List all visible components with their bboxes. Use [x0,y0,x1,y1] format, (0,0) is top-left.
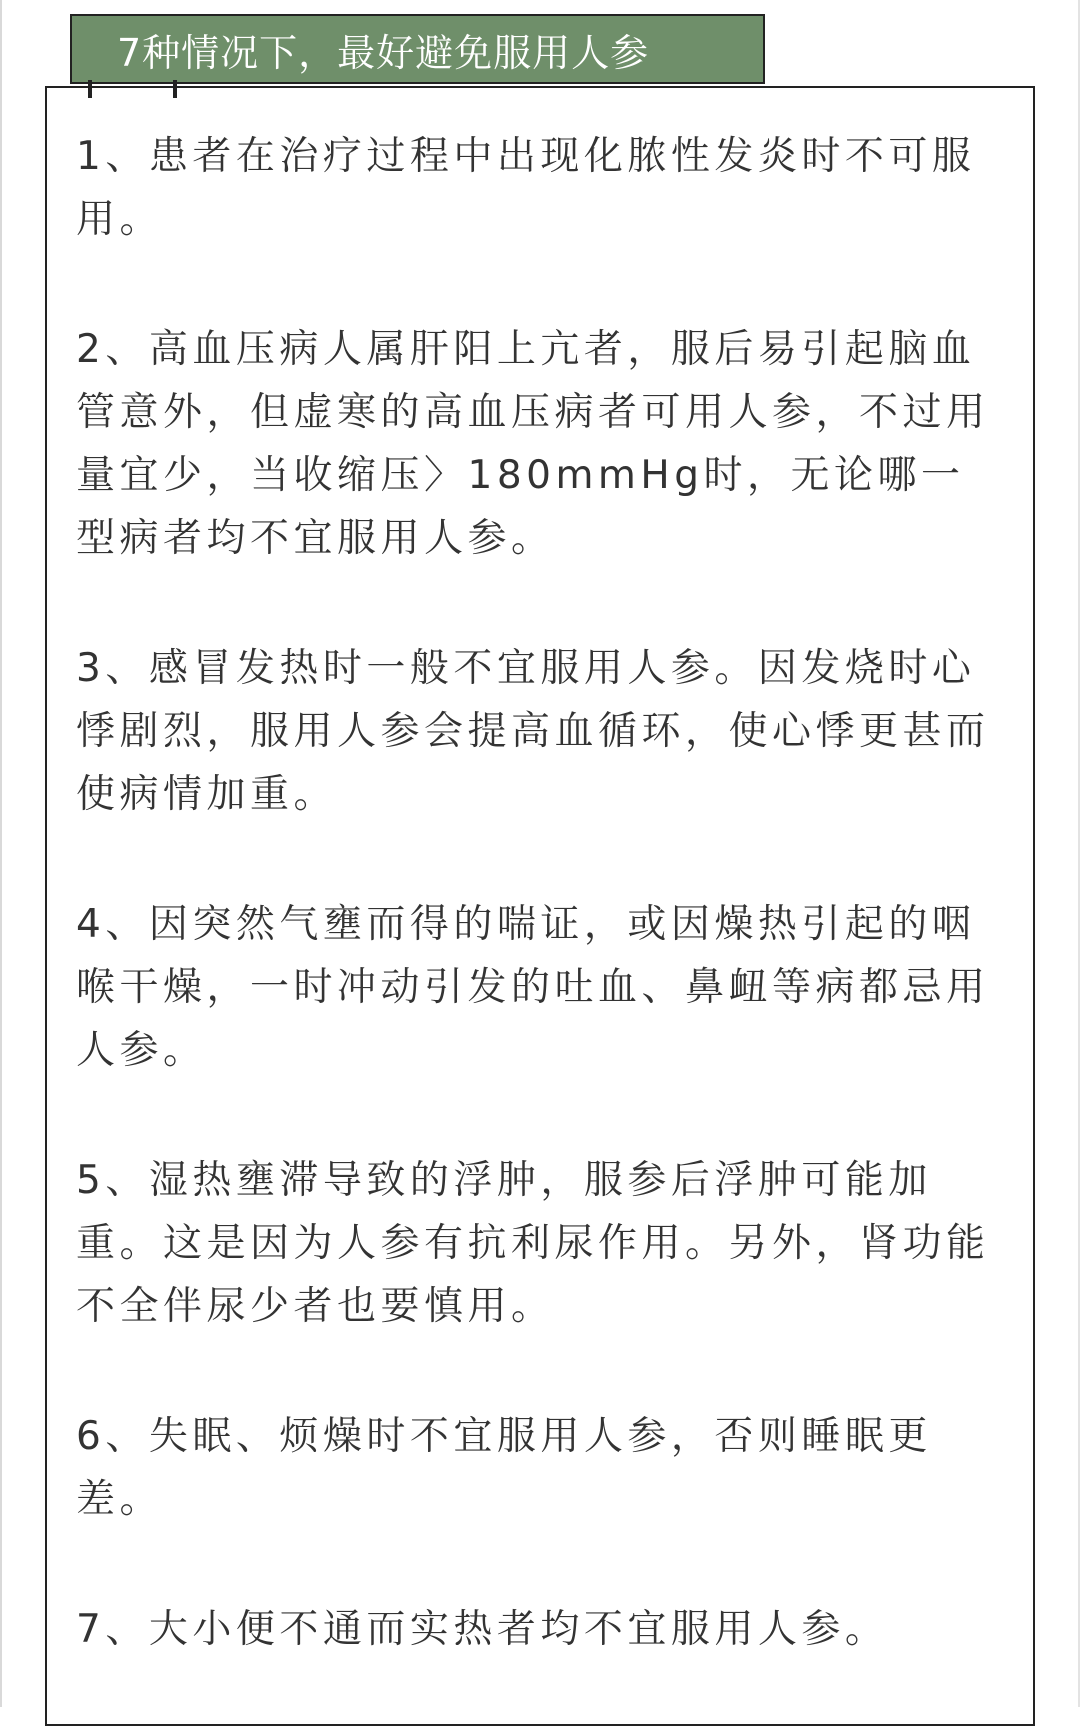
list-item-6: 6、失眠、烦燥时不宜服用人参，否则睡眠更差。 [76,1414,932,1522]
title-banner [70,14,765,84]
page-title: 7种情况下，最好避免服用人参 [117,30,650,75]
list-item-4: 4、因突然气壅而得的喘证，或因燥热引起的咽喉干燥，一时冲动引发的吐血、鼻衄等病都忌用人参。 [76,902,990,1073]
list-item-7: 7、大小便不通而实热者均不宜服用人参。 [76,1607,889,1652]
item-list [76,125,1006,1661]
list-item-2: 2、高血压病人属肝阳上亢者，服后易引起脑血管意外，但虚寒的高血压病者可用人参，不过用量宜少，当收缩压〉180mmHg时，无论哪一型病者均不宜服用人参。 [76,327,990,561]
list-item-5: 5、湿热壅滞导致的浮肿，服参后浮肿可能加重。这是因为人参有抗利尿作用。另外，肾功能不全伴尿少者也要慎用。 [76,1158,990,1329]
list-item-3: 3、感冒发热时一般不宜服用人参。因发烧时心悸剧烈，服用人参会提高血循环，使心悸更甚而使病情加重。 [76,646,990,817]
banner-tick-right [173,80,177,98]
banner-tick-left [88,80,92,98]
list-item-1: 1、患者在治疗过程中出现化脓性发炎时不可服用。 [76,134,976,242]
page-edge-left [0,0,2,1707]
